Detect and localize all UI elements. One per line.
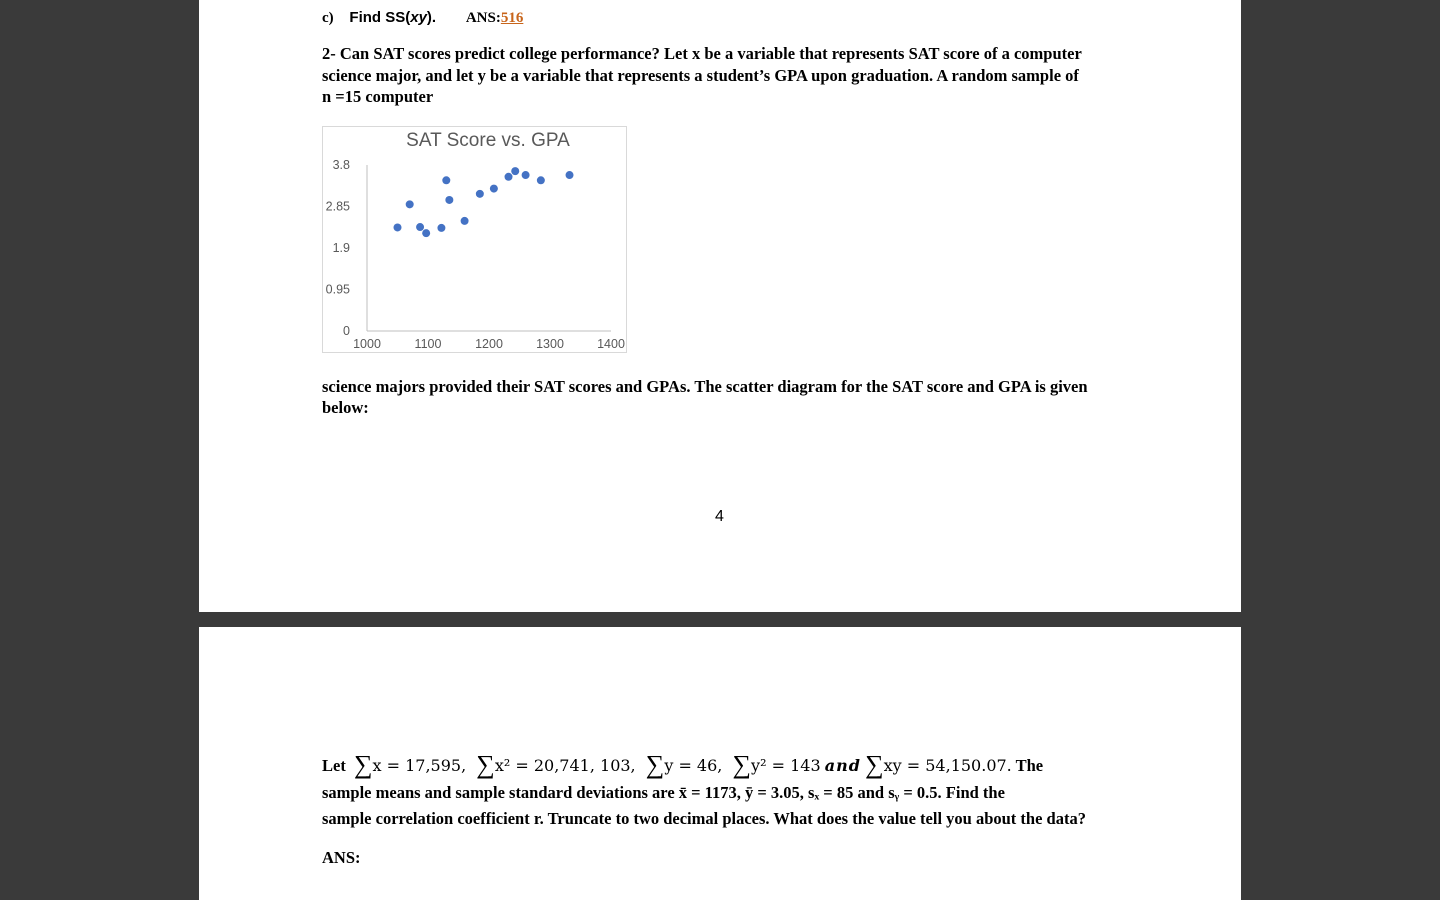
sigma-icon: ∑ bbox=[645, 750, 665, 779]
x-tick-label: 1200 bbox=[475, 337, 503, 351]
x-tick-labels bbox=[353, 337, 625, 351]
sum-y: y = 46, bbox=[664, 756, 723, 775]
y-tick-label: 1.9 bbox=[332, 241, 350, 255]
sum-y2: y² = 143 bbox=[751, 756, 821, 775]
page-number: 4 bbox=[715, 508, 724, 525]
document-page-1 bbox=[199, 0, 1241, 612]
data-point bbox=[461, 217, 469, 225]
stats-line3: sample correlation coefficient r. Truncate to two decimal places. What does the value tell you about the data? bbox=[322, 809, 1086, 828]
data-point bbox=[416, 223, 424, 231]
part-c-label: c) bbox=[322, 10, 334, 26]
sum-xy: xy = 54,150.07. bbox=[883, 756, 1012, 775]
and-word: and bbox=[824, 756, 861, 775]
question2-line4: science majors provided their SAT scores and GPAs. The scatter diagram for the SAT score and GPA is given bbox=[322, 377, 1088, 396]
sum-x: x = 17,595, bbox=[372, 756, 467, 775]
data-points bbox=[394, 167, 574, 237]
stats-line2: sample means and sample standard deviations are x̄ = 1173, ȳ = 3.05, sₓ = 85 and sᵧ = 0.5. Find the bbox=[322, 783, 1005, 802]
x-tick-label: 1300 bbox=[536, 337, 564, 351]
scatter-chart bbox=[322, 126, 627, 353]
data-point bbox=[511, 167, 519, 175]
x-tick-label: 1000 bbox=[353, 337, 381, 351]
question2-line5: below: bbox=[322, 398, 369, 417]
document-page-2 bbox=[199, 627, 1241, 900]
data-point bbox=[445, 196, 453, 204]
data-point bbox=[442, 176, 450, 184]
stats-line1 bbox=[322, 748, 1043, 781]
sigma-icon: ∑ bbox=[865, 750, 884, 779]
y-tick-label: 0 bbox=[343, 324, 350, 338]
part-c-ans-label: ANS: bbox=[465, 10, 501, 26]
data-point bbox=[537, 176, 545, 184]
part-c-prompt: Find SS(xy). bbox=[349, 9, 437, 26]
y-tick-label: 0.95 bbox=[325, 282, 350, 297]
question2-line2: science major, and let y be a variable that represents a student’s GPA upon graduation. A random sample of bbox=[322, 66, 1079, 85]
data-point bbox=[490, 185, 498, 193]
y-tick-label: 2.85 bbox=[325, 199, 350, 214]
data-point bbox=[522, 171, 530, 179]
let-word: Let bbox=[322, 756, 346, 775]
y-tick-label: 3.8 bbox=[332, 158, 350, 172]
the-word: The bbox=[1015, 756, 1044, 775]
data-point bbox=[476, 190, 484, 198]
stats-ans-label: ANS: bbox=[322, 848, 361, 867]
data-point bbox=[437, 224, 445, 232]
sigma-icon: ∑ bbox=[476, 750, 495, 779]
data-point bbox=[394, 223, 402, 231]
part-c-line bbox=[322, 9, 523, 27]
sum-x2: x² = 20,741, 103, bbox=[494, 756, 636, 775]
data-point bbox=[566, 171, 574, 179]
y-tick-labels bbox=[326, 158, 350, 338]
data-point bbox=[505, 173, 513, 181]
part-c-ans-value: 516 bbox=[500, 10, 524, 26]
x-tick-label: 1400 bbox=[597, 337, 625, 351]
sigma-icon: ∑ bbox=[353, 750, 373, 779]
chart-canvas bbox=[323, 127, 626, 352]
chart-title: SAT Score vs. GPA bbox=[406, 130, 570, 151]
sigma-icon: ∑ bbox=[732, 750, 752, 779]
data-point bbox=[406, 200, 414, 208]
x-tick-label: 1100 bbox=[414, 337, 442, 351]
question2-line1: 2- Can SAT scores predict college performance? Let x be a variable that represents SAT score of a computer bbox=[322, 44, 1082, 63]
data-point bbox=[422, 229, 430, 237]
question2-line3: n =15 computer bbox=[322, 87, 434, 106]
